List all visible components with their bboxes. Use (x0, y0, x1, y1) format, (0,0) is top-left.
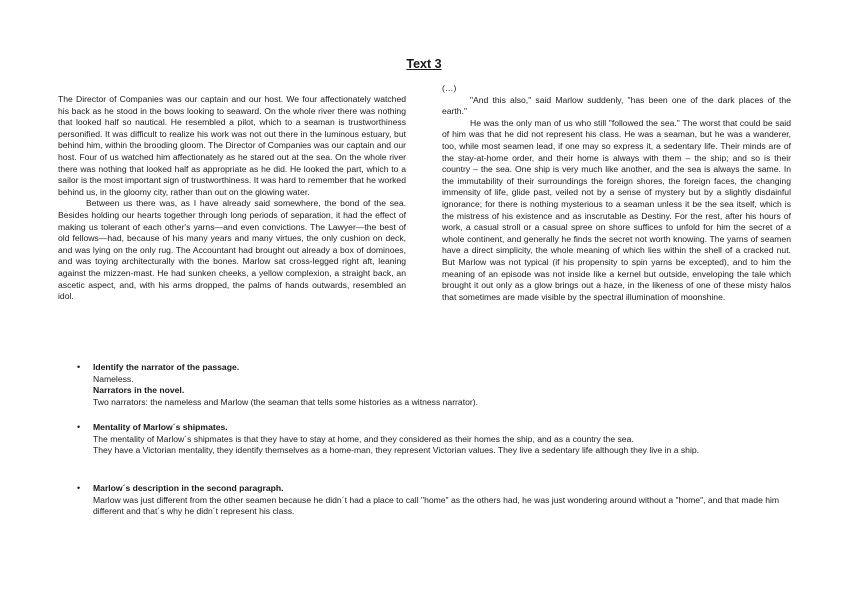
left-paragraph-1: The Director of Companies was our captain and our host. We four affectionately watched his back as he stood in the bows looking to seaward. On the whole river there was nothing that looked half so nautical. He resembled a pilot, which to a seaman is trustworthiness personified. It was difficult to realize his work was not out there in the luminous estuary, but behind him, within the brooding gloom. The Director of Companies was our captain and our host. Four of us watched him affectionately as he stared out at the sea. On the whole river there was nothing that looked half as appropriate as he did. He looked the part, which to a sailor is the most important sign of trustworthiness. It was hard to remember that he worked behind us, in the gloomy city, rather than out on the glowing water. (58, 94, 406, 197)
answer-text: The mentality of Marlow´s shipmates is that they have to stay at home, and they considered as their homes the ship, and as a country the sea. (93, 433, 634, 444)
bullet-icon: • (77, 422, 81, 432)
page-title: Text 3 (406, 57, 442, 71)
bullet-icon: • (77, 362, 81, 372)
answer-text: Marlow was just different from the other seamen because he didn´t had a place to call "home" as the others had, he was just wondering around without a "home", and that made him different and that´s why he didn´t represent his class. (93, 494, 780, 517)
question-item (77, 422, 792, 457)
question-item (77, 362, 792, 408)
bullet-icon: • (77, 483, 81, 493)
left-text-column (58, 94, 406, 303)
left-paragraph-2: Between us there was, as I have already said somewhere, the bond of the sea. Besides holding our hearts together through long periods of separation, it had the effect of making us tolerant of each other's yarns—and even convictions. The Lawyer—the best of old fellows—had, because of his many years and many virtues, the only cushion on deck, and was lying on the only rug. The Accountant had brought out already a box of dominoes, and was toying architecturally with the bones. Marlow sat cross-legged right aft, leaning against the mizzen-mast. He had sunken cheeks, a yellow complexion, a straight back, an ascetic aspect, and, with his arms dropped, the palms of hands outwards, resembled an idol. (58, 198, 406, 302)
question-text: Identify the narrator of the passage. (93, 362, 240, 372)
right-paragraph-1: "And this also," said Marlow suddenly, "has been one of the dark places of the earth." (442, 94, 791, 117)
right-paragraph-2: He was the only man of us who still "followed the sea." The worst that could be said of him was that he did not represent his class. He was a seaman, but he was a wanderer, too, while most seamen lead, if one may so express it, a sedentary life. Their minds are of the stay-at-home order, and their home is always with them – the ship; and so is their country – the sea. One ship is very much like another, and the sea is always the same. In the immutability of their surroundings the foreign shores, the foreign faces, the changing immensity of life, glide past, veiled not by a sense of mystery but by a slightly disdainful ignorance; for there is nothing mysterious to a seaman unless it be the sea itself, which is the mistress of his existence and as inscrutable as Destiny. For the rest, after his hours of work, a casual stroll or a casual spree on shore suffices to unfold for him the secret of a whole continent, and generally he finds the secret not worth knowing. The yarns of seamen have a direct simplicity, the whole meaning of which lies within the shell of a cracked nut. But Marlow was not typical (if his propensity to spin yarns be excepted), and to him the meaning of an episode was not inside like a kernel but outside, enveloping the tale which brought it out only as a glow brings out a haze, in the likeness of one of these misty halos that sometimes are made visible by the spectral illumination of moonshine. (442, 117, 791, 302)
ellipsis-marker: (…) (442, 83, 457, 93)
answer-text-2: They have a Victorian mentality, they identify themselves as a home-man, they represent Victorian values. They live a sedentary life although they live in a ship. (93, 445, 700, 456)
question-text: Mentality of Marlow´s shipmates. (93, 422, 228, 432)
question-item (77, 483, 792, 518)
answer-text: Nameless. (93, 373, 134, 384)
question-text: Marlow´s description in the second paragraph. (93, 483, 284, 493)
subquestion-text: Narrators in the novel. (93, 385, 185, 396)
subanswer-text: Two narrators: the nameless and Marlow (the seaman that tells some histories as a witness narrator). (93, 396, 478, 407)
right-text-column (442, 83, 791, 303)
